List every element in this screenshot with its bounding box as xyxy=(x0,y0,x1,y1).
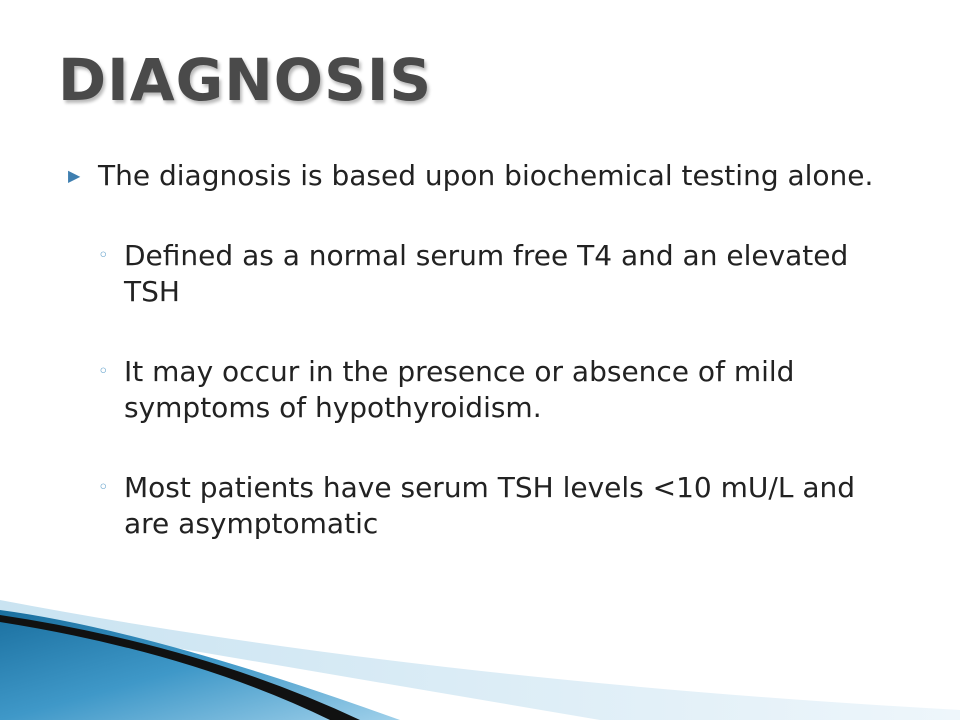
circle-bullet-icon: ◦ xyxy=(98,245,109,266)
bullet-list xyxy=(68,158,898,586)
sub-bullet-text: Most patients have serum TSH levels <10 mU/L and are asymptomatic xyxy=(124,471,856,540)
bullet-item xyxy=(68,158,898,194)
circle-bullet-icon: ◦ xyxy=(98,477,109,498)
decorative-swoosh xyxy=(0,560,960,720)
sub-bullet-text: Defined as a normal serum free T4 and an elevated TSH xyxy=(124,239,849,308)
sub-bullet-item xyxy=(68,470,898,542)
circle-bullet-icon: ◦ xyxy=(98,361,109,382)
sub-bullet-text: It may occur in the presence or absence of mild symptoms of hypothyroidism. xyxy=(124,355,795,424)
sub-bullet-item xyxy=(68,354,898,426)
bullet-text: The diagnosis is based upon biochemical testing alone. xyxy=(98,159,874,192)
triangle-bullet-icon: ▶ xyxy=(68,166,81,185)
sub-bullet-item xyxy=(68,238,898,310)
slide-title: DIAGNOSIS xyxy=(58,46,433,114)
